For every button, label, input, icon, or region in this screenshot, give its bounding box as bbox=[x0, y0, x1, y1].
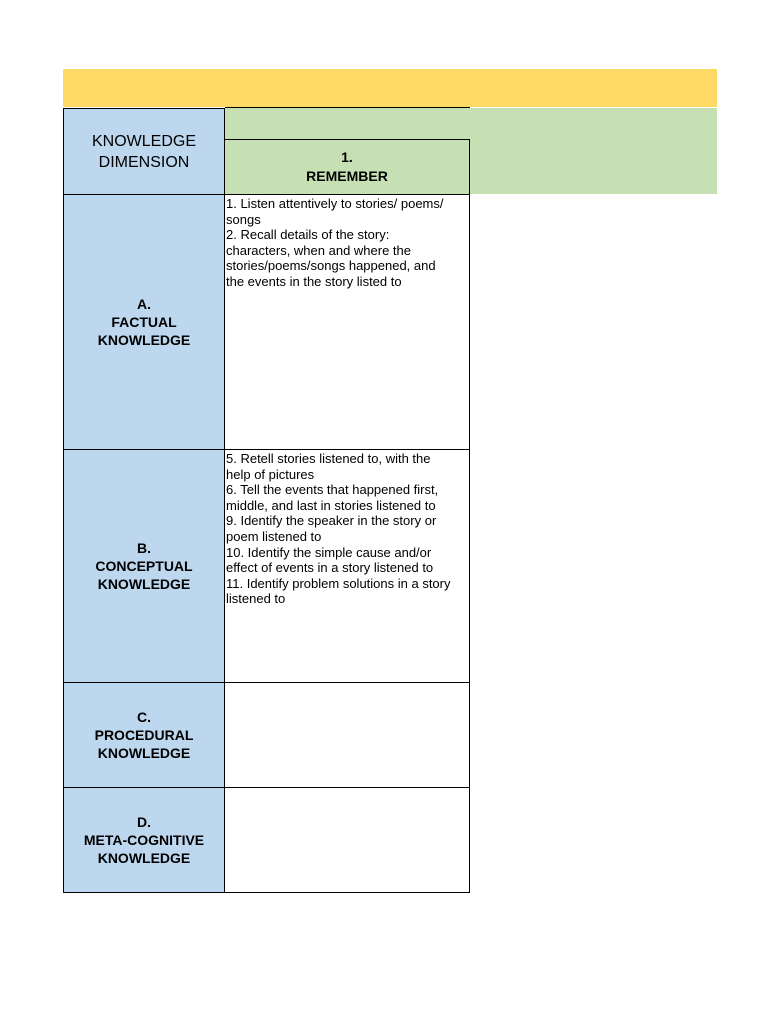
row-label-line1: FACTUAL bbox=[111, 314, 177, 330]
remember-header bbox=[225, 139, 470, 195]
row-label-procedural bbox=[63, 683, 225, 788]
row-label-line2: KNOWLEDGE bbox=[97, 745, 191, 761]
knowledge-dimension-header bbox=[63, 108, 225, 195]
remember-label: REMEMBER bbox=[306, 168, 388, 184]
row-label-line2: KNOWLEDGE bbox=[97, 332, 191, 348]
row-label-line1: CONCEPTUAL bbox=[95, 558, 193, 574]
row-letter: A. bbox=[137, 296, 151, 312]
dimension-header-line1: KNOWLEDGE bbox=[91, 132, 196, 150]
row-content-procedural bbox=[225, 683, 470, 788]
row-content-conceptual: 5. Retell stories listened to, with the help of pictures 6. Tell the events that happened first, middle, and last in stories listened to 9. Identify the speaker in the story or poem listened to 10. Identify the simple cause and/or effect of events in a story listened to 11. Identify problem solutions in a story listened to bbox=[225, 450, 470, 683]
row-letter: B. bbox=[136, 540, 151, 556]
row-content-factual: 1. Listen attentively to stories/ poems/ songs 2. Recall details of the story: characters, when and where the stories/poems/songs happened, and the events in the story listed to bbox=[225, 195, 470, 450]
row-content-metacognitive bbox=[225, 788, 470, 893]
header-top-rule bbox=[225, 107, 470, 108]
row-label-conceptual bbox=[63, 450, 225, 683]
remember-number: 1. bbox=[341, 149, 353, 165]
row-label-factual bbox=[63, 195, 225, 450]
title-band bbox=[63, 69, 717, 107]
dimension-header-line2: DIMENSION bbox=[98, 153, 190, 171]
row-letter: C. bbox=[137, 709, 151, 725]
row-label-line2: KNOWLEDGE bbox=[97, 576, 191, 592]
row-letter: D. bbox=[136, 814, 151, 830]
row-label-metacognitive bbox=[63, 788, 225, 893]
row-label-line1: PROCEDURAL bbox=[94, 727, 194, 743]
row-label-line1: META-COGNITIVE bbox=[83, 832, 205, 848]
row-label-line2: KNOWLEDGE bbox=[97, 850, 191, 866]
